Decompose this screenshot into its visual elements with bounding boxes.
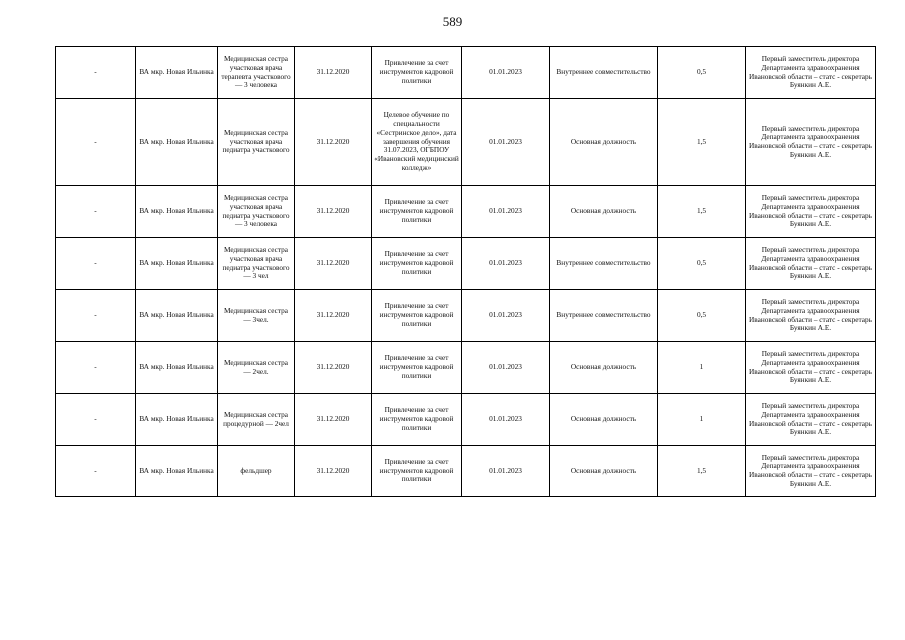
table-row [56, 186, 876, 238]
cell-position: Медицинская сестра участковая врача педиатра участкового — 3 человека [218, 186, 295, 238]
cell-num: - [56, 99, 136, 186]
cell-measure: Целевое обучение по специальности «Сестринское дело», дата завершения обучения 31.07.2023, ОГБПОУ «Ивановский медицинский колледж» [372, 99, 462, 186]
table-row [56, 290, 876, 342]
cell-num: - [56, 290, 136, 342]
cell-position: Медицинская сестра — 3чел. [218, 290, 295, 342]
table-row [56, 446, 876, 497]
page-number: 589 [442, 14, 463, 29]
cell-rate: 1,5 [658, 99, 746, 186]
cell-rate: 1 [658, 394, 746, 446]
cell-location: ВА мкр. Новая Ильинка [136, 47, 218, 99]
cell-location: ВА мкр. Новая Ильинка [136, 394, 218, 446]
table-row [56, 238, 876, 290]
cell-rate: 0,5 [658, 290, 746, 342]
cell-num: - [56, 186, 136, 238]
cell-position: Медицинская сестра участковая врача педиатра участкового [218, 99, 295, 186]
cell-num: - [56, 446, 136, 497]
cell-employment: Основная должность [550, 342, 658, 394]
table-row [56, 99, 876, 186]
cell-employment: Основная должность [550, 99, 658, 186]
cell-deadline: 01.01.2023 [462, 186, 550, 238]
cell-employment: Внутреннее совместительство [550, 238, 658, 290]
cell-responsible: Первый заместитель директора Департамента здравоохранения Ивановской области – статс - секретарь Буянкин А.Е. [746, 290, 876, 342]
cell-num: - [56, 238, 136, 290]
cell-responsible: Первый заместитель директора Департамента здравоохранения Ивановской области – статс - секретарь Буянкин А.Е. [746, 446, 876, 497]
cell-position: Медицинская сестра участковая врача педиатра участкового — 3 чел [218, 238, 295, 290]
cell-position: Медицинская сестра участковая врача терапевта участкового — 3 человека [218, 47, 295, 99]
cell-employment: Основная должность [550, 446, 658, 497]
cell-num: - [56, 394, 136, 446]
cell-deadline: 01.01.2023 [462, 47, 550, 99]
cell-location: ВА мкр. Новая Ильинка [136, 290, 218, 342]
cell-date: 31.12.2020 [295, 394, 372, 446]
cell-deadline: 01.01.2023 [462, 238, 550, 290]
cell-date: 31.12.2020 [295, 290, 372, 342]
cell-measure: Привлечение за счет инструментов кадровой политики [372, 342, 462, 394]
cell-deadline: 01.01.2023 [462, 394, 550, 446]
cell-location: ВА мкр. Новая Ильинка [136, 342, 218, 394]
cell-employment: Основная должность [550, 394, 658, 446]
cell-position: фельдшер [218, 446, 295, 497]
cell-deadline: 01.01.2023 [462, 290, 550, 342]
cell-position: Медицинская сестра процедурной — 2чел [218, 394, 295, 446]
table-row [56, 342, 876, 394]
staffing-table [55, 46, 876, 497]
cell-date: 31.12.2020 [295, 342, 372, 394]
cell-location: ВА мкр. Новая Ильинка [136, 238, 218, 290]
cell-rate: 0,5 [658, 47, 746, 99]
cell-responsible: Первый заместитель директора Департамента здравоохранения Ивановской области – статс - секретарь Буянкин А.Е. [746, 186, 876, 238]
cell-location: ВА мкр. Новая Ильинка [136, 446, 218, 497]
cell-rate: 1,5 [658, 186, 746, 238]
cell-rate: 1,5 [658, 446, 746, 497]
cell-num: - [56, 342, 136, 394]
cell-num: - [56, 47, 136, 99]
cell-measure: Привлечение за счет инструментов кадровой политики [372, 238, 462, 290]
cell-measure: Привлечение за счет инструментов кадровой политики [372, 446, 462, 497]
table-row [56, 47, 876, 99]
cell-responsible: Первый заместитель директора Департамента здравоохранения Ивановской области – статс - секретарь Буянкин А.Е. [746, 394, 876, 446]
cell-deadline: 01.01.2023 [462, 99, 550, 186]
cell-date: 31.12.2020 [295, 446, 372, 497]
cell-rate: 0,5 [658, 238, 746, 290]
cell-date: 31.12.2020 [295, 47, 372, 99]
cell-date: 31.12.2020 [295, 99, 372, 186]
cell-responsible: Первый заместитель директора Департамента здравоохранения Ивановской области – статс - секретарь Буянкин А.Е. [746, 238, 876, 290]
cell-measure: Привлечение за счет инструментов кадровой политики [372, 186, 462, 238]
cell-responsible: Первый заместитель директора Департамента здравоохранения Ивановской области – статс - секретарь Буянкин А.Е. [746, 99, 876, 186]
cell-employment: Внутреннее совместительство [550, 47, 658, 99]
cell-employment: Основная должность [550, 186, 658, 238]
cell-responsible: Первый заместитель директора Департамента здравоохранения Ивановской области – статс - секретарь Буянкин А.Е. [746, 47, 876, 99]
cell-deadline: 01.01.2023 [462, 342, 550, 394]
cell-employment: Внутреннее совместительство [550, 290, 658, 342]
cell-position: Медицинская сестра — 2чел. [218, 342, 295, 394]
cell-deadline: 01.01.2023 [462, 446, 550, 497]
table-row [56, 394, 876, 446]
cell-measure: Привлечение за счет инструментов кадровой политики [372, 394, 462, 446]
cell-date: 31.12.2020 [295, 238, 372, 290]
cell-measure: Привлечение за счет инструментов кадровой политики [372, 47, 462, 99]
cell-measure: Привлечение за счет инструментов кадровой политики [372, 290, 462, 342]
cell-location: ВА мкр. Новая Ильинка [136, 99, 218, 186]
cell-rate: 1 [658, 342, 746, 394]
cell-location: ВА мкр. Новая Ильинка [136, 186, 218, 238]
cell-responsible: Первый заместитель директора Департамента здравоохранения Ивановской области – статс - секретарь Буянкин А.Е. [746, 342, 876, 394]
cell-date: 31.12.2020 [295, 186, 372, 238]
